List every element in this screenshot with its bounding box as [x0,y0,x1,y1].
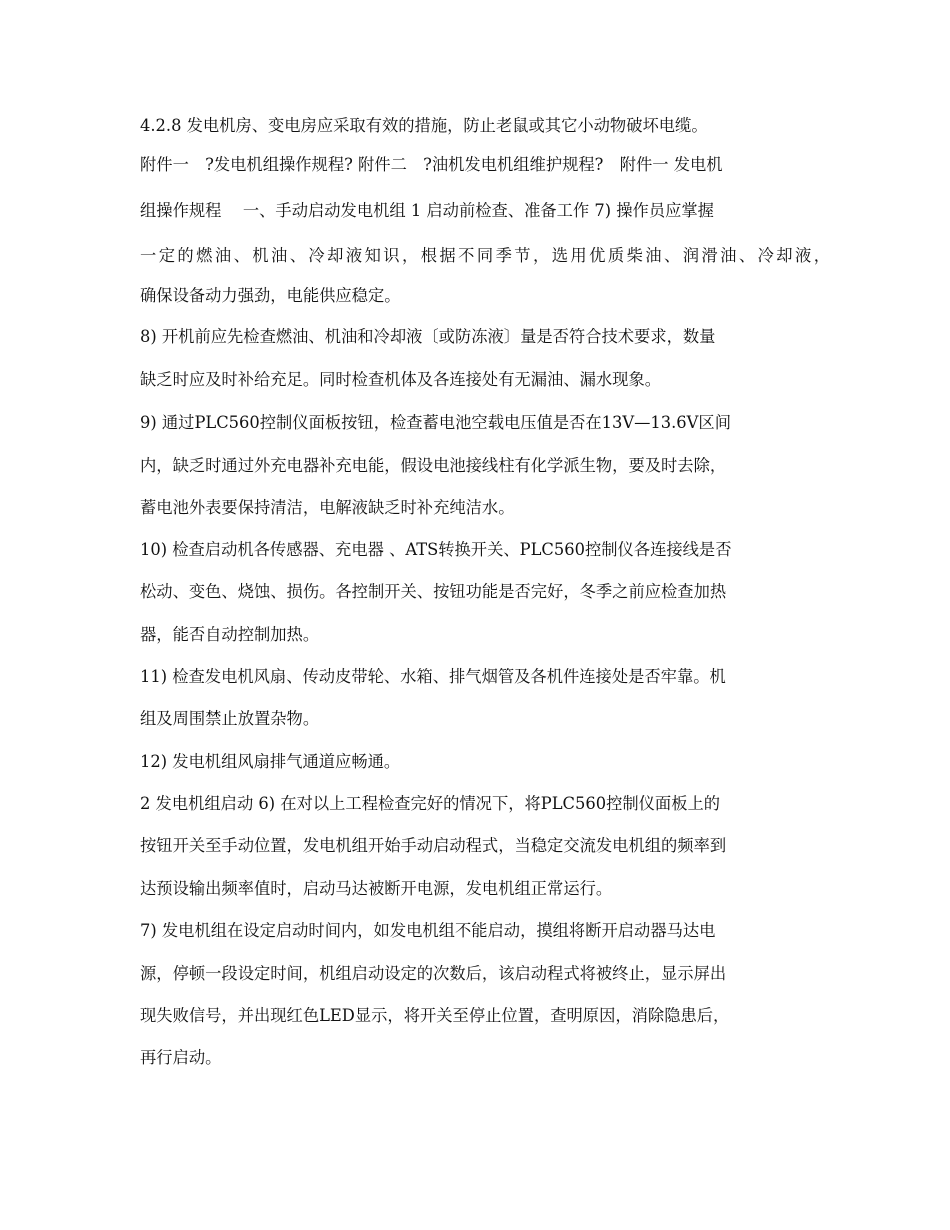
text-line: 源，停顿一段设定时间，机组启动设定的次数后，该启动程式将被终止，显示屏出 [140,964,727,983]
text-line: 组操作规程 一、手动启动发电机组 1 启动前检查、准备工作 7) 操作员应掌握 [140,201,714,220]
text-line: 确保设备动力强劲，电能供应稳定。 [140,286,401,305]
text-line: 组及周围禁止放置杂物。 [140,709,320,728]
text-line: 现失败信号，并出现红色LED显示，将开关至停止位置，查明原因，消除隐患后， [140,1006,730,1025]
text-line: 再行启动。 [140,1048,222,1067]
text-line: 12) 发电机组风扇排气通道应畅通。 [140,752,401,771]
text-line: 器，能否自动控制加热。 [140,625,320,644]
text-line: 按钮开关至手动位置，发电机组开始手动启动程式，当稳定交流发电机组的频率到 [140,836,727,855]
text-line: 缺乏时应及时补给充足。同时检查机体及各连接处有无漏油、漏水现象。 [140,370,662,389]
text-line: 7) 发电机组在设定启动时间内，如发电机组不能启动，摸组将断开启动器马达电 [140,921,716,940]
text-line: 2 发电机组启动 6) 在对以上工程检查完好的情况下，将PLC560控制仪面板上的 [140,794,721,813]
text-line: 一定的燃油、机油、冷却液知识，根据不同季节，选用优质柴油、润滑油、冷却液， [140,246,830,265]
text-line: 附件一 ?发电机组操作规程? 附件二 ?油机发电机组维护规程? 附件一 发电机 [140,155,723,174]
text-line: 10) 检查启动机各传感器、充电器 、ATS转换开关、PLC560控制仪各连接线是否 [140,540,732,559]
text-line: 11) 检查发电机风扇、传动皮带轮、水箱、排气烟管及各机件连接处是否牢靠。机 [140,667,726,686]
text-line: 内，缺乏时通过外充电器补充电能，假设电池接线柱有化学派生物，要及时去除， [140,456,727,475]
text-line: 8) 开机前应先检查燃油、机油和冷却液〔或防冻液〕量是否符合技术要求，数量 [140,327,716,346]
text-line: 9) 通过PLC560控制仪面板按钮，检查蓄电池空载电压值是否在13V—13.6V区间 [140,413,731,432]
text-line: 蓄电池外表要保持清洁，电解液缺乏时补充纯洁水。 [140,498,515,517]
text-line: 4.2.8 发电机房、变电房应采取有效的措施，防止老鼠或其它小动物破坏电缆。 [140,116,708,135]
text-line: 达预设输出频率值时，启动马达被断开电源，发电机组正常运行。 [140,879,613,898]
text-line: 松动、变色、烧蚀、损伤。各控制开关、按钮功能是否完好，冬季之前应检查加热 [140,582,727,601]
